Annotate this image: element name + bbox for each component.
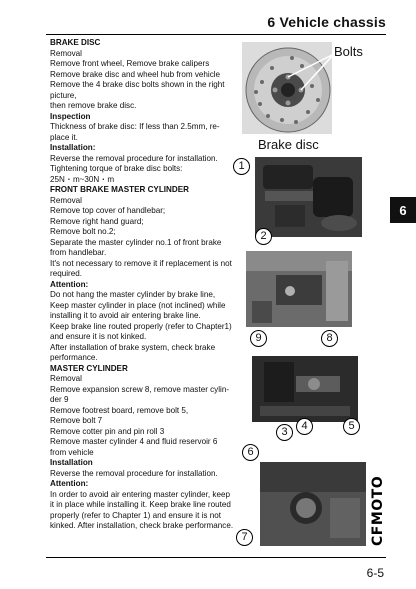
body-line: Remove the 4 brake disc bolts shown in the right [50, 80, 225, 89]
body-line: Separate the master cylinder no.1 of front brake [50, 237, 222, 247]
callout-5: 5 [343, 418, 360, 435]
body-line: Remove expansion screw 8, remove master cylin- [50, 384, 230, 394]
body-line: After installation of brake system, check brake [50, 342, 216, 352]
section-heading: Installation [50, 458, 93, 467]
footer-rule [46, 557, 386, 558]
section-heading: BRAKE DISC [50, 38, 101, 47]
handlebar-photo [255, 157, 362, 237]
body-line: Reverse the removal procedure for installation. [50, 153, 218, 163]
body-line: Tightening torque of brake disc bolts: [50, 164, 183, 173]
body-line: then remove brake disc. [50, 101, 137, 110]
body-line: Remove footrest board, remove bolt 5, [50, 405, 189, 415]
callout-6: 6 [242, 444, 259, 461]
body-line: It's not necessary to remove it if replacement is not [50, 258, 232, 268]
body-line: Remove top cover of handlebar; [50, 206, 166, 215]
chapter-tab: 6 [390, 197, 416, 223]
section-heading: Inspection [50, 111, 91, 121]
body-line: picture, [50, 90, 77, 100]
chapter-title: 6 Vehicle chassis [267, 14, 386, 30]
body-line: from vehicle [50, 447, 94, 457]
body-line: Remove brake disc and wheel hub from vehicle [50, 69, 221, 79]
section-heading: Attention: [50, 479, 89, 488]
callout-2: 2 [255, 228, 272, 245]
body-line: properly (refer to Chapter 1) and ensure it is not [50, 510, 221, 520]
body-line: Remove bolt 7 [50, 416, 103, 425]
body-line: installing it to avoid air entering brake line. [50, 311, 201, 320]
callout-7: 7 [236, 529, 253, 546]
callout-8: 8 [321, 330, 338, 347]
body-line: from handlebar. [50, 248, 107, 257]
body-line: Thickness of brake disc: If less than 2.5mm, re- [50, 122, 220, 131]
body-text [50, 38, 246, 532]
body-line: it in place while installing it. Keep brake line routed [50, 500, 231, 509]
section-heading: Attention: [50, 279, 89, 289]
section-heading: Installation: [50, 143, 96, 152]
bolts-leader-lines [242, 42, 342, 142]
callout-9: 9 [250, 330, 267, 347]
brake-disc-label: Brake disc [258, 137, 319, 152]
cfmoto-logo [370, 468, 386, 548]
bolts-label: Bolts [334, 44, 363, 59]
body-line: Remove bolt no.2; [50, 227, 116, 236]
footrest-photo [252, 356, 358, 422]
section-heading: FRONT BRAKE MASTER CYLINDER [50, 185, 189, 194]
body-line: 25N・m~30N・m [50, 174, 115, 184]
body-line: Remove cotter pin and pin roll 3 [50, 426, 165, 436]
body-line: Removal [50, 48, 82, 58]
body-line: der 9 [50, 395, 69, 404]
body-line: In order to avoid air entering master cylinder, keep [50, 489, 230, 499]
body-line: Do not hang the master cylinder by brake line, [50, 290, 216, 299]
body-line: Remove master cylinder 4 and fluid reservoir 6 [50, 437, 218, 446]
body-line: and ensure it is not kinked. [50, 332, 147, 341]
body-line: required. [50, 269, 82, 278]
body-line: Remove front wheel, Remove brake calipers [50, 59, 210, 68]
body-line: Removal [50, 195, 82, 205]
callout-4: 4 [296, 418, 313, 435]
callout-1: 1 [233, 158, 250, 175]
body-line: Remove right hand guard; [50, 216, 144, 226]
master-cylinder-photo [246, 251, 352, 327]
svg-text:CFMOTO: CFMOTO [370, 475, 386, 546]
body-line: place it. [50, 132, 78, 142]
body-line: Removal [50, 374, 82, 383]
callout-3: 3 [276, 424, 293, 441]
section-heading: MASTER CYLINDER [50, 363, 128, 373]
reservoir-photo [260, 462, 366, 546]
body-line: performance. [50, 353, 98, 362]
body-line: Keep brake line routed properly (refer to Chapter1) [50, 321, 232, 331]
header-rule [46, 34, 386, 35]
body-line: Reverse the removal procedure for installation. [50, 468, 218, 478]
body-line: kinked. After installation, check brake performance. [50, 521, 234, 530]
body-line: Keep master cylinder in place (not inclined) while [50, 300, 226, 310]
page-number: 6-5 [366, 566, 384, 580]
